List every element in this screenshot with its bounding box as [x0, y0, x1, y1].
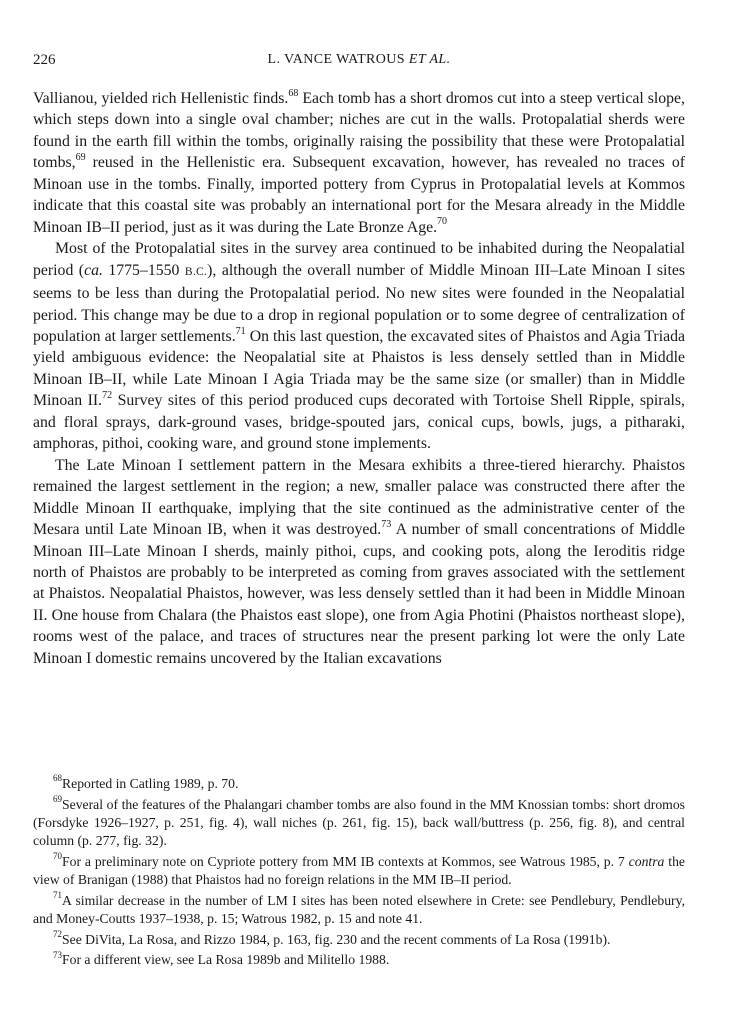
footnote-number: 72: [53, 929, 62, 940]
footnote-text: the view of Branigan (1988) that Phaistos had no foreign relations in the MM IB–II period.: [33, 853, 685, 888]
running-head-etal: ET AL.: [408, 52, 451, 67]
footnote-ref-72: 72: [102, 390, 113, 402]
paragraph-3: [33, 455, 685, 670]
text-run: reused in the Hellenistic era. Subsequent excavation, however, has revealed no traces of Minoan use in the tombs. Finally, imported pottery from Cyprus in Protopalatial levels at Kommos indicate that this coastal site was probably an international port for the Mesara already in the Middle Minoan IB–II period, just as it was during the Late Bronze Age.: [33, 154, 685, 236]
text-run: ), although the overall number of Middle Minoan III–Late Minoan I sites seems to be less than during the Protopalatial period. No new sites were founded in the Neopalatial period. This change may be due to a drop in regional population or to some degree of centralization of population at larger settlements.: [33, 261, 685, 345]
footnote-text: Reported in Catling 1989, p. 70.: [62, 776, 239, 791]
text-run-italic: ca.: [84, 261, 103, 279]
text-run: Survey sites of this period produced cups decorated with Tortoise Shell Ripple, spirals, and floral sprays, dark-ground vases, bridge-spouted jars, conical cups, bowls, jugs, a pitharaki, amphoras, pithoi, cooking ware, and ground stone implements.: [33, 392, 686, 453]
body-text: [33, 88, 685, 669]
text-run: On this last question, the excavated sites of Phaistos and Agia Triada yield ambiguous evidence: the Neopalatial site at Phaistos is less densely settled than in Middle Minoan IB–II, while Late Minoan I Agia Triada may be the same size (or smaller) than in Middle Minoan II.: [33, 327, 686, 410]
footnote-text-italic: contra: [628, 853, 665, 869]
footnote-number: 69: [53, 794, 62, 805]
footnote-72: [33, 931, 685, 949]
text-run-smallcaps: B.C.: [184, 265, 208, 278]
footnote-ref-71: 71: [235, 325, 246, 337]
footnote-text: A similar decrease in the number of LM I sites has been noted elsewhere in Crete: see Pendlebury, Pendlebury, and Money-Coutts 1937–1938, p. 15; Watrous 1982, p. 15 and note 41.: [33, 892, 685, 926]
footnote-71: [33, 892, 685, 928]
paragraph-1: [33, 88, 685, 238]
footnote-68: [33, 775, 685, 793]
footnote-ref-70: 70: [437, 216, 448, 228]
paragraph-2: [33, 238, 685, 455]
footnote-69: [33, 796, 685, 851]
footnote-text: For a preliminary note on Cypriote pottery from MM IB contexts at Kommos, see Watrous 1985, p. 7: [62, 853, 629, 869]
footnote-70: [33, 853, 685, 889]
footnote-number: 71: [53, 890, 62, 901]
page-header: [33, 52, 685, 76]
footnote-text: See DiVita, La Rosa, and Rizzo 1984, p. 163, fig. 230 and the recent comments of La Rosa (1991b).: [62, 931, 611, 947]
text-run: Most of the Protopalatial sites in the survey area continued to be inhabited during the Neopalatial period (: [33, 240, 685, 279]
text-run: The Late Minoan I settlement pattern in the Mesara exhibits a three-tiered hierarchy. Phaistos remained the largest settlement in the region; a new, smaller palace was constructed there after the Middle Minoan II earthquake, implying that the site continued as the administrative center of the Mesara until Late Minoan IB, when it was destroyed.: [33, 456, 685, 539]
page-number: 226: [33, 52, 56, 68]
footnote-text: Several of the features of the Phalangari chamber tombs are also found in the MM Knossian tombs: short dromos (Forsdyke 1926–1927, p. 251, fig. 4), wall niches (p. 261, fig. 15), back wall/buttress (p. 256, fig. 8), and central column (p. 277, fig. 32).: [33, 796, 685, 849]
text-run: Vallianou, yielded rich Hellenistic finds.: [33, 90, 289, 107]
footnote-ref-73: 73: [381, 518, 392, 530]
footnote-number: 73: [53, 949, 62, 960]
footnote-ref-68: 68: [288, 87, 299, 99]
text-run: A number of small concentrations of Middle Minoan III–Late Minoan I sherds, mainly pithoi, cups, and cooking pots, along the Ieroditis ridge north of Phaistos are probably to be interpreted as coming from graves associated with the settlement at Phaistos. Neopalatial Phaistos, however, was less densely settled than it had been in Middle Minoan II. One house from Chalara (the Phaistos east slope), one from Agia Photini (Phaistos northeast slope), rooms west of the palace, and traces of structures near the present parking lot were the only Late Minoan I domestic remains uncovered by the Italian excavations: [33, 521, 686, 667]
text-run: Each tomb has a short dromos cut into a steep vertical slope, which steps down into a single oval chamber; niches are cut in the walls. Protopalatial sherds were found in the earth fill within the tombs, originally raising the possibility that these were Protopalatial tombs,: [33, 90, 685, 172]
footnote-ref-69: 69: [75, 152, 86, 164]
footnote-number: 70: [53, 851, 62, 862]
footnote-text: For a different view, see La Rosa 1989b and Militello 1988.: [62, 952, 390, 968]
running-head: [33, 52, 685, 68]
footnote-73: [33, 951, 685, 969]
footnote-number: 68: [53, 773, 62, 784]
text-run: 1775–1550: [102, 261, 185, 279]
footnotes: [33, 775, 685, 972]
running-head-authors: L. VANCE WATROUS: [267, 52, 409, 67]
